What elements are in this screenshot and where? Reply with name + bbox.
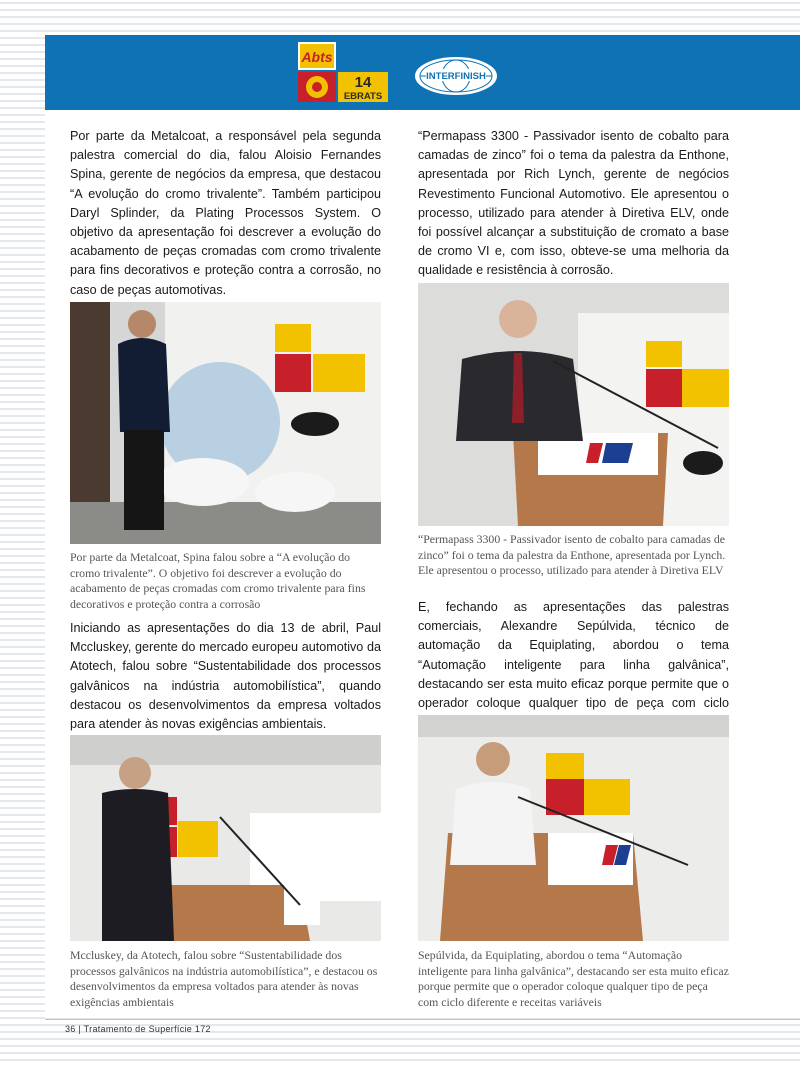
left-paragraph-1: Por parte da Metalcoat, a responsável pela segunda palestra comercial do dia, falou Aloisio Fernandes Spina, gerente de negócios da empresa, que destacou “A evolução do cromo trivalente”. Também participou Daryl Splinder, da Plating Processos System. O objetivo da apresentação foi descrever a evolução do acabamento de peças cromadas com cromo trivalente para fins decorativos e proteção contra a corrosão, no caso de peças automotivas. <box>70 129 381 297</box>
right-paragraph-1: “Permapass 3300 - Passivador isento de cobalto para camadas de zinco” foi o tema da palestra da Enthone, apresentada por Rich Lynch, gerente de negócios Revestimento Funcional Automotivo. Ele apresentou o processo, utilizado para atender à Diretiva ELV, onde foi possível alcançar a substituição de cromato a base de cromo VI e, com isso, obteve-se uma melhoria da qualidade e resistência à corrosão. <box>418 129 729 278</box>
footer-rule <box>45 1019 800 1020</box>
ebrats-text: EBRATS <box>343 91 383 102</box>
interfinish-logo <box>412 55 500 97</box>
abts-ebrats-logo <box>298 42 388 102</box>
left-caption-1: Por parte da Metalcoat, Spina falou sobre a “A evolução do cromo trivalente”. O objetivo foi descrever a evolução do acabamento de peças cromadas com cromo trivalente para fins decorativos e proteção contra a corrosão <box>70 550 366 611</box>
right-caption-1: “Permapass 3300 - Passivador isento de cobalto para camadas de zinco” foi o tema da palestra da Enthone, apresentada por Lynch. Ele apresentou o processo, utilizado para atender à Diretiva ELV <box>418 532 726 578</box>
photo-lynch <box>418 283 729 526</box>
left-caption-2: Mccluskey, da Atotech, falou sobre “Sustentabilidade dos processos galvânicos na indústria automobilística”, e destacou os desenvolvimentos da empresa voltados para atender às novas exigências ambientais <box>70 948 378 1009</box>
abts-text: Abts <box>301 49 333 65</box>
photo-sepulvida <box>418 715 729 941</box>
interfinish-text: INTERFINISH <box>426 71 486 82</box>
page-footer: 36 | Tratamento de Superfície 172 <box>65 1024 211 1034</box>
header-banner <box>45 35 800 110</box>
left-paragraph-2: Iniciando as apresentações do dia 13 de abril, Paul Mccluskey, gerente do mercado europeu automotivo da Atotech, falou sobre “Sustentabilidade dos processos galvânicos na indústria automobilística”, quando destacou os desenvolvimentos da empresa voltados para atender às novas exigências ambientais. <box>70 621 381 732</box>
right-caption-2: Sepúlvida, da Equiplating, abordou o tema “Automação inteligente para linha galvânica”, destacando ser esta muito eficaz porque permite que o operador coloque qualquer tipo de peça com ciclo diferente e receitas variáveis <box>418 948 729 1009</box>
photo-spina <box>70 302 381 544</box>
photo-mccluskey <box>70 735 381 941</box>
magazine-page <box>45 35 800 1018</box>
right-paragraph-2: E, fechando as apresentações das palestras comerciais, Alexandre Sepúlvida, técnico de automação da Equiplating, abordou o tema “Automação inteligente para linha galvânica”, destacando ser esta muito eficaz porque permite que o operador coloque qualquer tipo de peça com ciclo <box>418 600 729 711</box>
ebrats-number: 14 <box>354 74 372 91</box>
